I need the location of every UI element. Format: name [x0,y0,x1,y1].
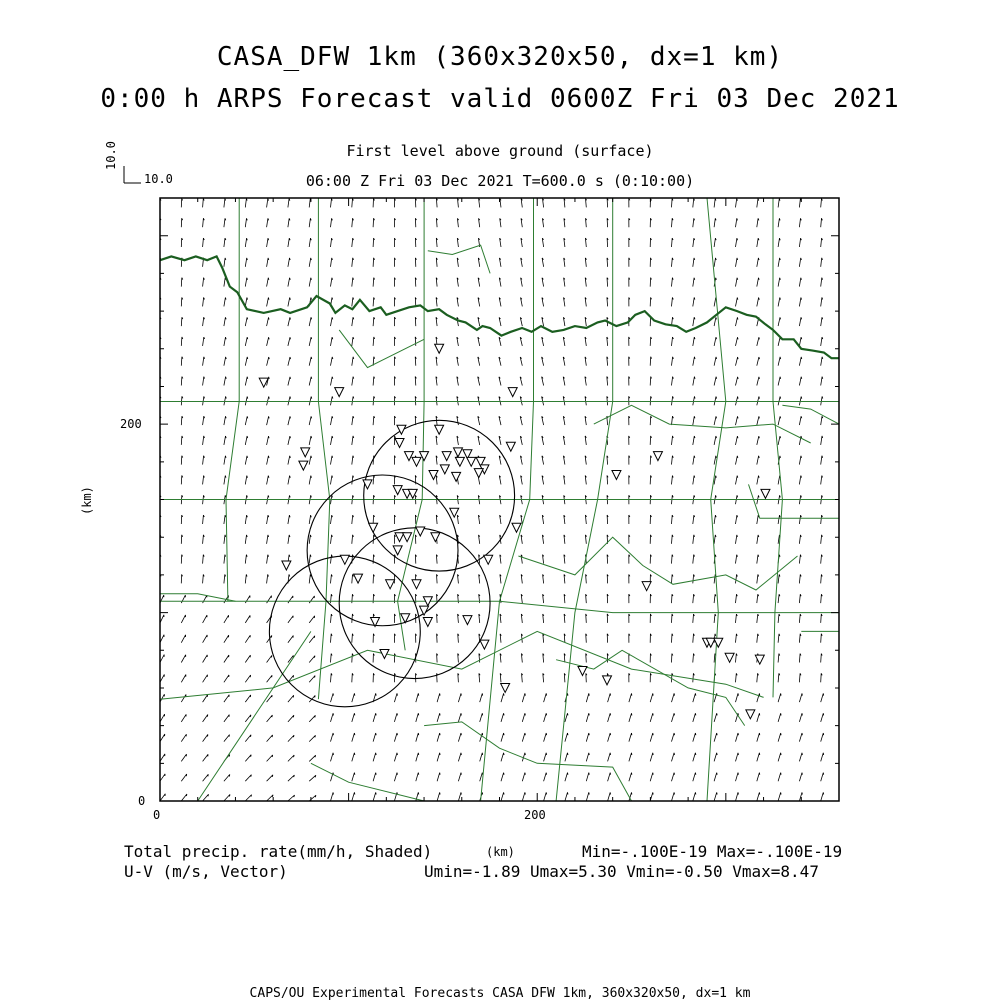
vector-key-u-label: 10.0 [144,172,173,186]
station-marker [612,471,621,480]
station-marker [746,710,755,719]
station-marker [474,469,483,478]
station-marker [335,388,344,397]
station-marker [423,617,432,626]
title-line-2: 0:00 h ARPS Forecast valid 0600Z Fri 03 Dec 2021 [100,84,900,114]
station-marker [393,486,402,495]
subtitle-time: 06:00 Z Fri 03 Dec 2021 T=600.0 s (0:10:00) [305,172,695,190]
precip-label: Total precip. rate(mm/h, Shaded) [124,842,433,861]
station-marker [761,489,770,498]
uv-label: U-V (m/s, Vector) [124,862,288,881]
county-line-10 [773,198,782,697]
station-marker [395,438,404,447]
county-line-17 [311,763,424,801]
x-axis-label: (km) [486,845,515,859]
station-marker [340,555,349,564]
station-marker [431,533,440,542]
state-border [160,256,839,358]
station-marker [282,561,291,570]
county-line-5 [318,198,329,699]
station-marker [369,523,378,532]
station-marker [386,580,395,589]
station-marker [603,676,612,685]
station-marker [435,344,444,353]
station-marker [454,448,463,457]
station-marker [508,388,517,397]
precip-range: Min=-.100E-19 Max=-.100E-19 [582,842,843,861]
county-line-12 [160,594,235,602]
station-marker [435,425,444,434]
station-marker [501,683,510,692]
station-marker [397,425,406,434]
station-marker [354,574,363,583]
station-marker [440,465,449,474]
county-line-13 [518,537,797,590]
station-marker [480,640,489,649]
station-marker [393,546,402,555]
station-marker [301,448,310,457]
vector-key-arrows [124,166,141,183]
station-marker [403,533,412,542]
x-axis-tick-0: 0 [153,808,161,822]
title-line-1: CASA_DFW 1km (360x320x50, dx=1 km) [216,42,784,72]
county-line-4 [226,198,239,601]
y-axis-label: (km) [80,486,94,515]
station-marker [512,523,521,532]
vector-key-v-label: 10.0 [104,141,118,170]
station-marker [463,616,472,625]
station-marker [420,452,429,461]
station-marker [484,555,493,564]
x-axis-tick-200: 200 [524,808,546,822]
station-marker [442,452,451,461]
station-marker [299,461,308,470]
station-marker [395,533,404,542]
y-axis-tick-200: 200 [120,417,142,431]
station-marker [404,452,413,461]
y-axis-tick-0: 0 [138,794,146,808]
county-line-18 [782,405,839,424]
station-marker [467,457,476,466]
state-border-line [160,256,839,358]
station-marker [416,527,425,536]
station-marker [725,653,734,662]
station-marker [506,442,515,451]
uv-range: Umin=-1.89 Umax=5.30 Vmin=-0.50 Vmax=8.47 [424,862,819,881]
county-line-3 [160,631,764,699]
subtitle-level: First level above ground (surface) [346,142,654,160]
vector-key-icon [124,166,141,183]
county-line-19 [339,330,424,368]
station-marker [412,580,421,589]
credit-line: CAPS/OU Experimental Forecasts CASA DFW 1km, 360x320x50, dx=1 km [249,986,751,1001]
station-marker [412,457,421,466]
radar-ring-0 [364,420,515,571]
station-marker [714,638,723,647]
station-marker [653,452,662,461]
county-line-16 [424,722,631,801]
station-marker [642,582,651,591]
station-marker [452,472,461,481]
county-boundaries [160,198,839,801]
station-marker [755,655,764,664]
station-marker [455,457,464,466]
